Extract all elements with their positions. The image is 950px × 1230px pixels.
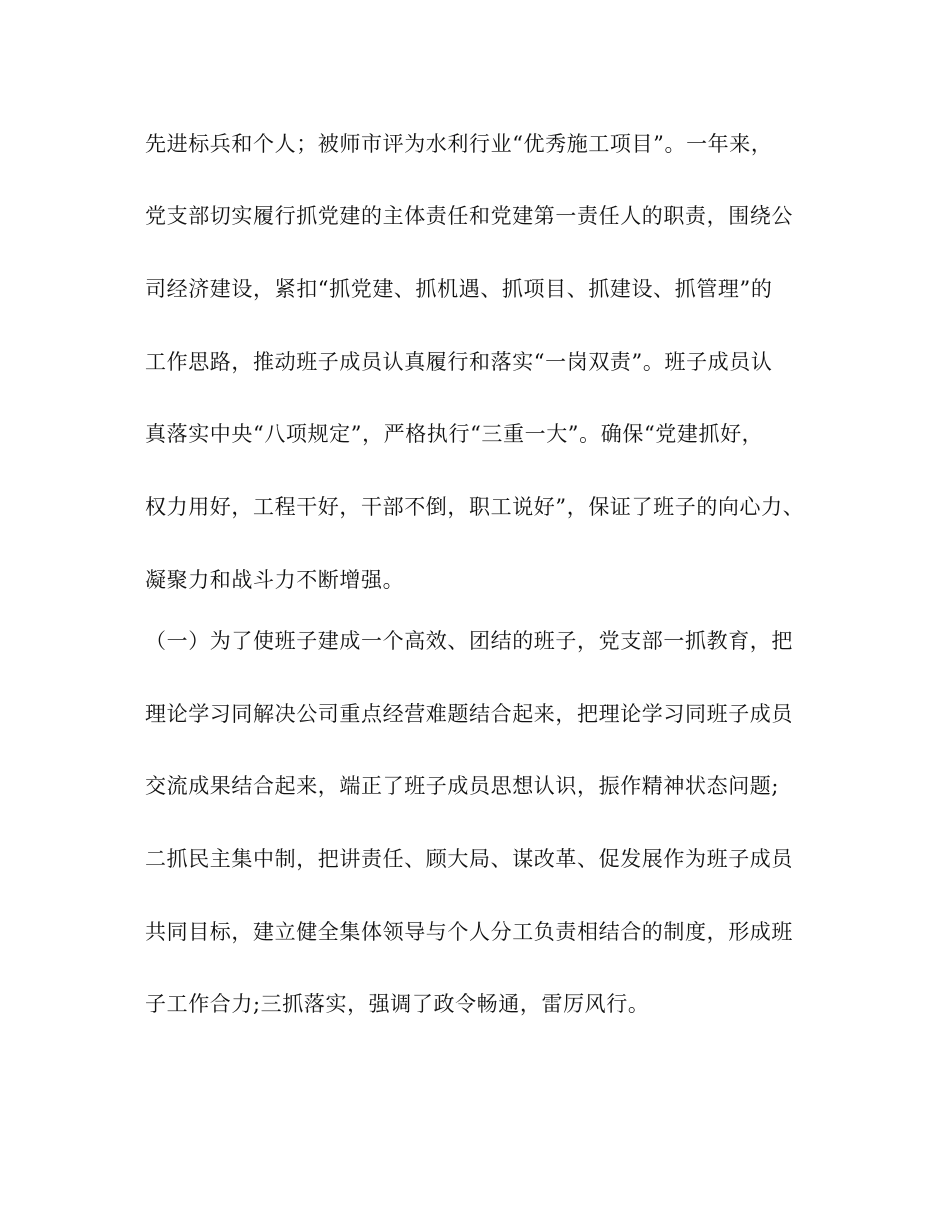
text-line-2: 党支部切实履行抓党建的主体责任和党建第一责任人的职责，围绕公 xyxy=(145,204,793,228)
text-line-10: 交流成果结合起来，端正了班子成员思想认识，振作精神状态问题; xyxy=(145,774,780,798)
text-line-5: 真落实中央“八项规定”，严格执行“三重一大”。确保“党建抓好， xyxy=(145,422,764,446)
text-line-11: 二抓民主集中制，把讲责任、顾大局、谋改革、促发展作为班子成员 xyxy=(145,847,793,871)
text-line-3: 司经济建设，紧扣“抓党建、抓机遇、抓项目、抓建设、抓管理”的 xyxy=(145,277,773,301)
text-line-7: 凝聚力和战斗力不断增强。 xyxy=(145,568,405,592)
text-line-1: 先进标兵和个人；被师市评为水利行业“优秀施工项目”。一年来， xyxy=(145,132,773,156)
text-line-4: 工作思路，推动班子成员认真履行和落实“一岗双责”。班子成员认 xyxy=(145,350,773,374)
text-line-6: 权力用好，工程干好，干部不倒，职工说好”，保证了班子的向心力、 xyxy=(145,495,805,519)
text-line-12: 共同目标，建立健全集体领导与个人分工负责相结合的制度，形成班 xyxy=(145,920,793,944)
text-line-9: 理论学习同解决公司重点经营难题结合起来，把理论学习同班子成员 xyxy=(145,702,793,726)
text-line-8: （一）为了使班子建成一个高效、团结的班子，党支部一抓教育，把 xyxy=(145,629,793,653)
text-line-13: 子工作合力;三抓落实，强调了政令畅通，雷厉风行。 xyxy=(145,992,650,1016)
